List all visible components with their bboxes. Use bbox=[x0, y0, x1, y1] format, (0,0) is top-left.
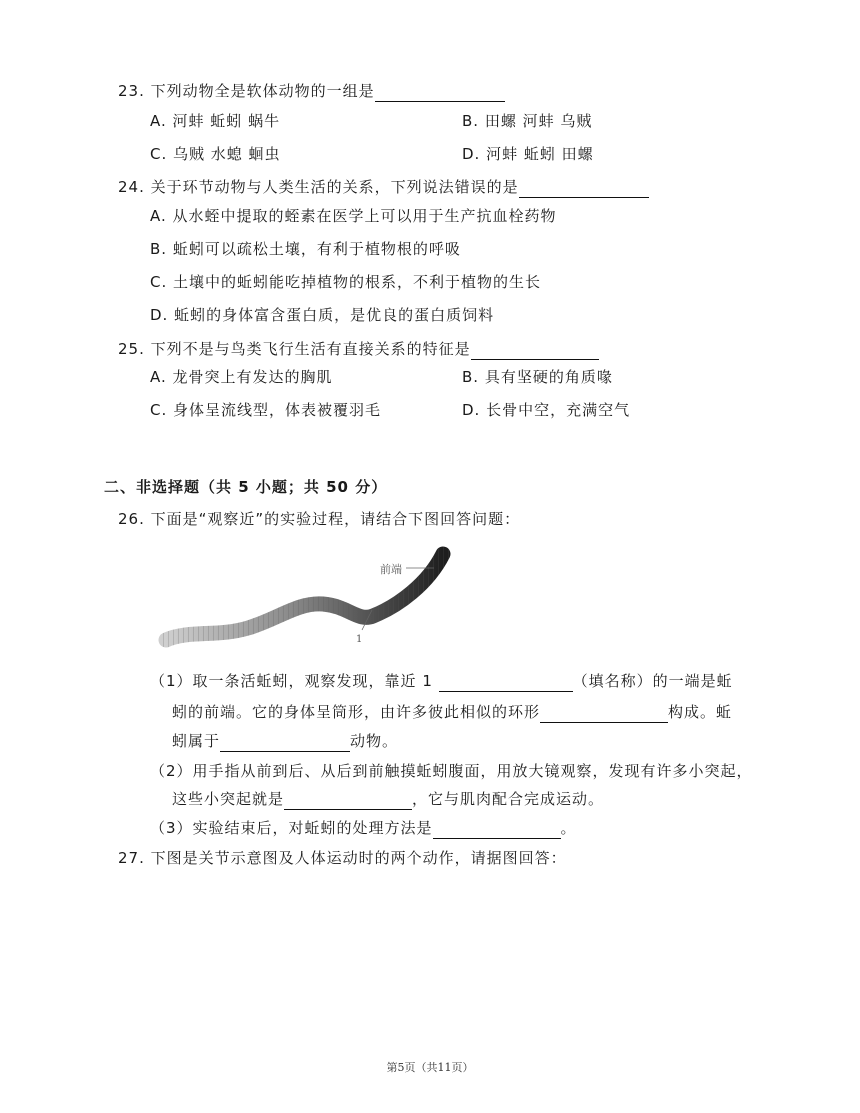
q24-option-d: D. 蚯蚓的身体富含蛋白质，是优良的蛋白质饲料 bbox=[150, 306, 495, 324]
q26-part2-line2 bbox=[172, 788, 604, 810]
q23-option-d: D. 河蚌 蚯蚓 田螺 bbox=[462, 145, 594, 163]
q26-p1-text-f: 动物。 bbox=[350, 732, 399, 750]
q26-p3-text-a: （3）实验结束后，对蚯蚓的处理方法是 bbox=[150, 819, 433, 837]
q25-option-a: A. 龙骨突上有发达的胸肌 bbox=[150, 368, 333, 386]
front-end-label: 前端 bbox=[380, 563, 402, 576]
q25-option-c: C. 身体呈流线型，体表被覆羽毛 bbox=[150, 401, 382, 419]
q25-stem bbox=[118, 338, 599, 360]
q26-p1-text-a: （1）取一条活蚯蚓，观察发现，靠近 1 bbox=[150, 672, 433, 690]
q26-part1-line3 bbox=[172, 730, 398, 752]
q23-stem-text: 23. 下列动物全是软体动物的一组是 bbox=[118, 82, 375, 100]
page-footer: 第5页（共11页） bbox=[386, 1061, 474, 1074]
q25-option-d: D. 长骨中空，充满空气 bbox=[462, 401, 631, 419]
q26-part1-line2 bbox=[172, 701, 732, 723]
earthworm-illustration bbox=[158, 542, 458, 662]
q26-part2-line1: （2）用手指从前到后、从后到前触摸蚯蚓腹面，用放大镜观察，发现有许多小突起， bbox=[150, 762, 753, 780]
q23-option-c: C. 乌贼 水螅 蛔虫 bbox=[150, 145, 281, 163]
q23-option-a: A. 河蚌 蚯蚓 蜗牛 bbox=[150, 112, 281, 130]
q26-p2-text-c: ，它与肌肉配合完成运动。 bbox=[412, 790, 605, 808]
q25-stem-text: 25. 下列不是与鸟类飞行生活有直接关系的特征是 bbox=[118, 340, 471, 358]
q23-answer-blank bbox=[375, 83, 505, 102]
earthworm-figure bbox=[158, 542, 458, 662]
q24-option-b: B. 蚯蚓可以疏松土壤，有利于植物根的呼吸 bbox=[150, 240, 461, 258]
q23-stem bbox=[118, 80, 505, 102]
q26-p1-text-e: 蚓属于 bbox=[172, 732, 221, 750]
q26-p1-text-c: 蚓的前端。它的身体呈筒形，由许多彼此相似的环形 bbox=[172, 703, 541, 721]
q26-stem: 26. 下面是“观察近”的实验过程，请结合下图回答问题： bbox=[118, 510, 521, 528]
q24-stem bbox=[118, 176, 649, 198]
q26-p1-text-b: （填名称）的一端是蚯 bbox=[572, 672, 733, 690]
q26-p3-blank bbox=[433, 820, 561, 839]
q26-p1-blank-3 bbox=[220, 733, 350, 752]
q24-answer-blank bbox=[519, 179, 649, 198]
q26-part3 bbox=[150, 817, 577, 839]
q24-option-a: A. 从水蛭中提取的蛭素在医学上可以用于生产抗血栓药物 bbox=[150, 207, 557, 225]
q26-p3-text-b: 。 bbox=[560, 819, 577, 837]
label-1: 1 bbox=[356, 634, 363, 645]
q24-option-c: C. 土壤中的蚯蚓能吃掉植物的根系，不利于植物的生长 bbox=[150, 273, 542, 291]
q26-p1-blank-1 bbox=[439, 673, 573, 692]
q25-option-b: B. 具有坚硬的角质喙 bbox=[462, 368, 613, 386]
q26-p1-blank-2 bbox=[540, 704, 668, 723]
q25-answer-blank bbox=[471, 341, 599, 360]
section-2-title: 二、非选择题（共 5 小题；共 50 分） bbox=[104, 478, 388, 496]
q26-p2-text-b: 这些小突起就是 bbox=[172, 790, 285, 808]
q26-p2-blank bbox=[284, 791, 412, 810]
q26-part1-line1 bbox=[150, 670, 733, 692]
q27-stem: 27. 下图是关节示意图及人体运动时的两个动作，请据图回答： bbox=[118, 849, 567, 867]
q24-stem-text: 24. 关于环节动物与人类生活的关系，下列说法错误的是 bbox=[118, 178, 519, 196]
q23-option-b: B. 田螺 河蚌 乌贼 bbox=[462, 112, 593, 130]
q26-p1-text-d: 构成。蚯 bbox=[668, 703, 733, 721]
